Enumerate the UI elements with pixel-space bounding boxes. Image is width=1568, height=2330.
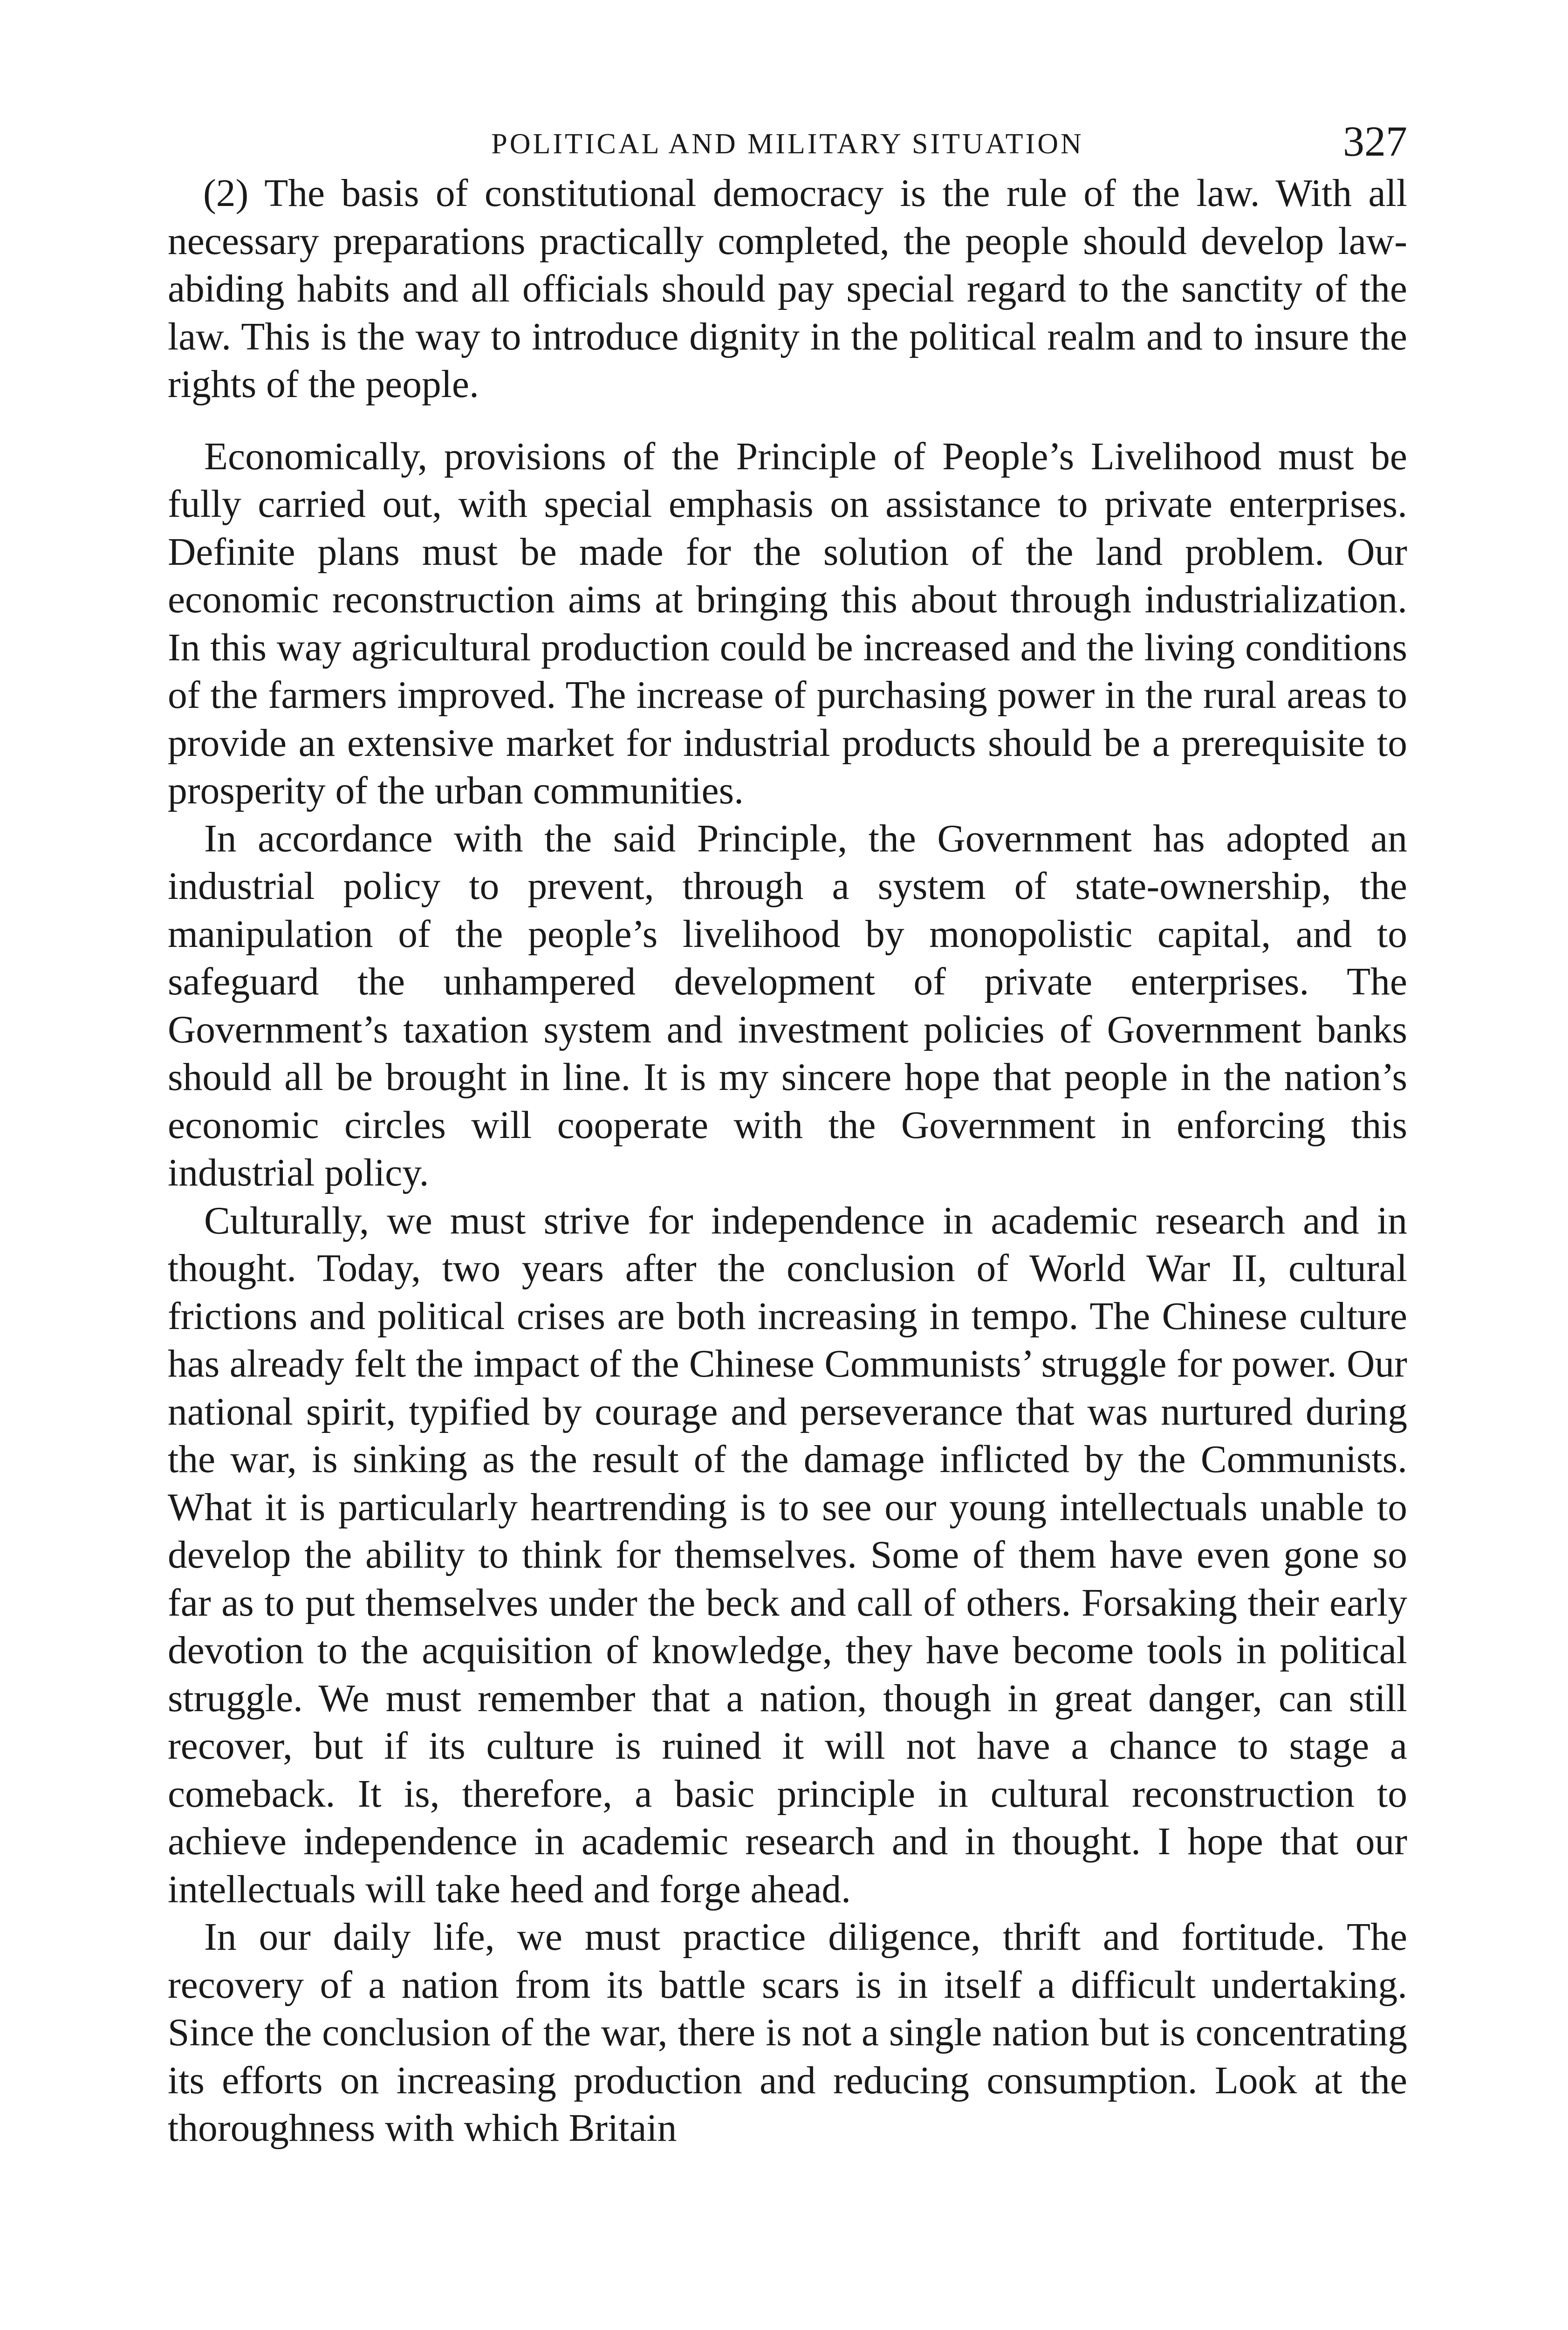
- paragraph-industrial-policy: In accordance with the said Principle, the Government has adopted an industrial policy to prevent, through a system of state-ownership, the manipulation of the people’s livelihood by monopolistic capital, and to safeguard the unhampered development of private enterprises. The Government’s taxation system and investment policies of Government banks should all be brought in line. It is my sincere hope that people in the nation’s economic circles will cooperate with the Government in enforcing this industrial policy.: [168, 817, 1407, 1194]
- book-page: [168, 112, 1407, 2152]
- page-number: 327: [1343, 117, 1407, 165]
- running-title: POLITICAL AND MILITARY SITUATION: [491, 128, 1084, 160]
- paragraph-economic: Economically, provisions of the Principle of People’s Livelihood must be fully carried out, with special emphasis on assistance to private enterprises. Definite plans must be made for the solution of the land problem. Our economic reconstruction aims at bringing this about through industrialization. In this way agricultural production could be increased and the living conditions of the farmers improved. The increase of purchasing power in the rural areas to provide an extensive market for industrial products should be a prerequisite to prosperity of the urban communities.: [168, 435, 1407, 812]
- paragraph-cultural: Culturally, we must strive for independence in academic research and in thought. Today, two years after the conclusion of World War II, cultural frictions and political crises are both increasing in tempo. The Chinese culture has already felt the impact of the Chinese Communists’ struggle for power. Our national spirit, typified by courage and perseverance that was nurtured during the war, is sinking as the result of the damage inflicted by the Communists. What it is particularly heartrending is to see our young intellectuals unable to develop the ability to think for themselves. Some of them have even gone so far as to put themselves under the beck and call of others. Forsaking their early devotion to the acquisition of knowledge, they have become tools in political struggle. We must remember that a nation, though in great danger, can still recover, but if its culture is ruined it will not have a chance to stage a comeback. It is, therefore, a basic principle in cultural reconstruction to achieve independence in academic research and in thought. I hope that our intellectuals will take heed and forge ahead.: [168, 1199, 1407, 1911]
- paragraph-rule-of-law: (2) The basis of constitutional democracy is the rule of the law. With all necessary preparations practically completed, the people should develop law-abiding habits and all officials should pay special regard to the sanctity of the law. This is the way to introduce dignity in the political realm and to insure the rights of the people.: [168, 172, 1407, 406]
- running-head: [168, 112, 1407, 168]
- paragraph-daily-life: In our daily life, we must practice diligence, thrift and fortitude. The recovery of a nation from its battle scars is in itself a difficult undertaking. Since the conclusion of the war, there is not a single nation but is concentrating its efforts on increasing production and reducing consumption. Look at the thoroughness with which Britain: [168, 1916, 1407, 2150]
